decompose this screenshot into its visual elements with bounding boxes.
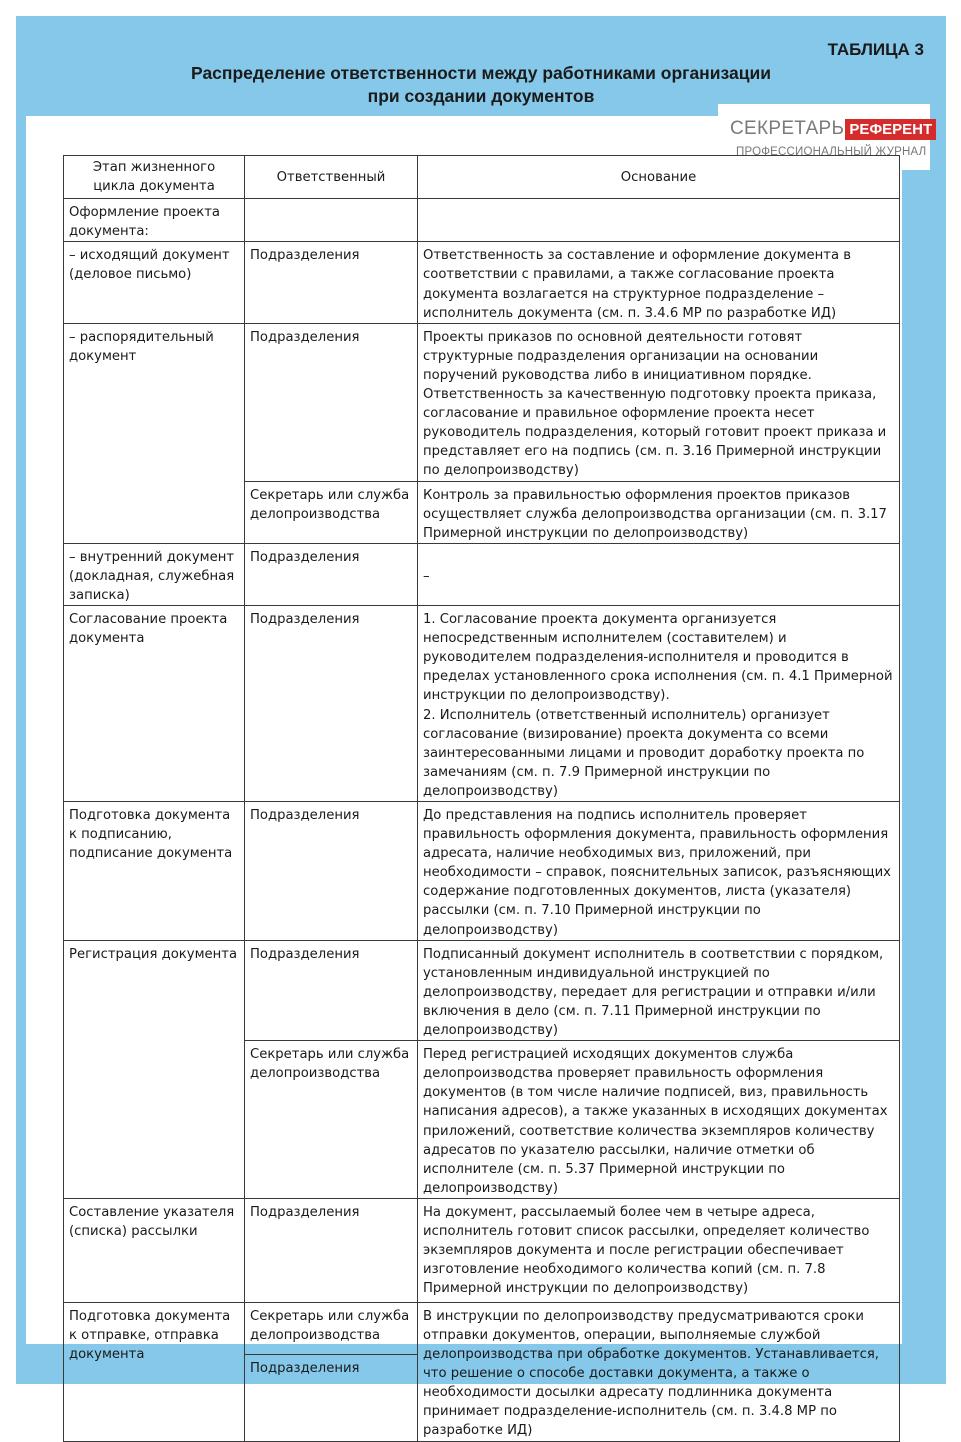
cell-responsible: Подразделения: [245, 1198, 418, 1302]
cell-basis: На документ, рассылаемый более чем в четыре адреса, исполнитель готовит список рассылки, определяет количество экземпляров документа и после регистрации обеспечивает изготовление необходимого количества копий (см. п. 7.8 Примерной инструкции по делопроизводству): [418, 1198, 900, 1302]
table-row: [64, 543, 900, 605]
table-row: [64, 940, 900, 1040]
table-header-row: [64, 156, 900, 199]
table-row: [64, 1198, 900, 1302]
title-line-2: при создании документов: [367, 86, 595, 106]
cell-basis: Перед регистрацией исходящих документов служба делопроизводства проверяет правильность оформления документов (в том числе наличие подписей, виз, правильность написания адресов), а также указанных в исходящих документах приложений, соответствие количества экземпляров количеству адресатов по указателю рассылки, наличие отметки об исполнителе (см. п. 5.37 Примерной инструкции по делопроизводству): [418, 1041, 900, 1199]
table-row: [64, 1302, 900, 1354]
table-row: [64, 323, 900, 481]
cell-responsible: Подразделения: [245, 606, 418, 802]
cell-stage: Подготовка документа к отправке, отправка документа: [64, 1302, 245, 1441]
table-row: [64, 606, 900, 802]
cell-responsible: Секретарь или служба делопроизводства: [245, 1302, 418, 1354]
cell-basis: Ответственность за составление и оформление документа в соответствии с правилами, а также согласование проекта документа возлагается на структурное подразделение – исполнитель документа (см. п. 3.4.6 МР по разработке ИД): [418, 242, 900, 323]
cell-stage: Составление указателя (списка) рассылки: [64, 1198, 245, 1302]
cell-basis: Контроль за правильностью оформления проектов приказов осуществляет служба делопроизводства организации (см. п. 3.17 Примерной инструкции по делопроизводству): [418, 481, 900, 543]
table-row: [64, 802, 900, 941]
cell-stage: – распорядительный документ: [64, 323, 245, 543]
responsibility-table: [63, 155, 900, 1442]
cell-stage: Оформление проекта документа:: [64, 199, 245, 242]
logo-subtitle: ПРОФЕССИОНАЛЬНЫЙ ЖУРНАЛ: [736, 146, 927, 158]
cell-basis: До представления на подпись исполнитель проверяет правильность оформления документа, правильность оформления адресата, наличие необходимых виз, приложений, при необходимости – справок, пояснительных записок, разъясняющих содержание подготовленных документов, листа (указателя) рассылки (см. п. 7.10 Примерной инструкции по делопроизводству): [418, 802, 900, 941]
cell-responsible: Подразделения: [245, 802, 418, 941]
logo-badge: РЕФЕРЕНТ: [845, 119, 936, 140]
header-responsible: Ответственный: [245, 156, 418, 199]
cell-basis: Проекты приказов по основной деятельности готовят структурные подразделения организации на основании поручений руководства либо в инициативном порядке. Ответственность за качественную подготовку проекта приказа, согласование и правильное оформление проекта несет руководитель подразделения, который готовит проект приказа и представляет его на подпись (см. п. 3.16 Примерной инструкции по делопроизводству): [418, 323, 900, 481]
cell-responsible: Подразделения: [245, 242, 418, 323]
cell-responsible: Секретарь или служба делопроизводства: [245, 1041, 418, 1199]
cell-responsible: Подразделения: [245, 543, 418, 605]
cell-responsible: Подразделения: [245, 940, 418, 1040]
cell-stage: Подготовка документа к подписанию, подписание документа: [64, 802, 245, 941]
title-line-1: Распределение ответственности между работниками организации: [191, 63, 771, 83]
page-title: [86, 62, 876, 108]
cell-basis: –: [418, 543, 900, 605]
header-stage: Этап жизненного цикла документа: [64, 156, 245, 199]
cell-stage: Регистрация документа: [64, 940, 245, 1198]
cell-responsible: Подразделения: [245, 1355, 418, 1442]
cell-basis: [418, 199, 900, 242]
cell-responsible: [245, 199, 418, 242]
cell-stage: – внутренний документ (докладная, служебная записка): [64, 543, 245, 605]
cell-responsible: Подразделения: [245, 323, 418, 481]
table-row: [64, 199, 900, 242]
cell-stage: Согласование проекта документа: [64, 606, 245, 802]
cell-stage: – исходящий документ (деловое письмо): [64, 242, 245, 323]
cell-basis: 1. Согласование проекта документа организуется непосредственным исполнителем (составителем) и руководителем подразделения-исполнителя и проводится в пределах установленного срока исполнения (см. п. 4.1 Примерной инструкции по делопроизводству). 2. Исполнитель (ответственный исполнитель) организует согласование (визирование) проекта документа со всеми заинтересованными лицами и проводит доработку проекта по замечаниям (см. п. 7.9 Примерной инструкции по делопроизводству): [418, 606, 900, 802]
header-basis: Основание: [418, 156, 900, 199]
cell-basis: В инструкции по делопроизводству предусматриваются сроки отправки документов, операции, выполняемые службой делопроизводства при обработке документов. Устанавливается, что решение о способе доставки документа, а также о необходимости досылки адресату подлинника документа принимает подразделение-исполнитель (см. п. 3.4.8 МР по разработке ИД): [418, 1302, 900, 1441]
table-number: ТАБЛИЦА 3: [827, 40, 924, 59]
cell-basis: Подписанный документ исполнитель в соответствии с порядком, установленным индивидуальной инструкцией по делопроизводству, передает для регистрации и отправки и/или включения в дело (см. п. 7.11 Примерной инструкции по делопроизводству): [418, 940, 900, 1040]
cell-responsible: Секретарь или служба делопроизводства: [245, 481, 418, 543]
logo-word: СЕКРЕТАРЬ: [730, 118, 845, 139]
table-row: [64, 242, 900, 323]
